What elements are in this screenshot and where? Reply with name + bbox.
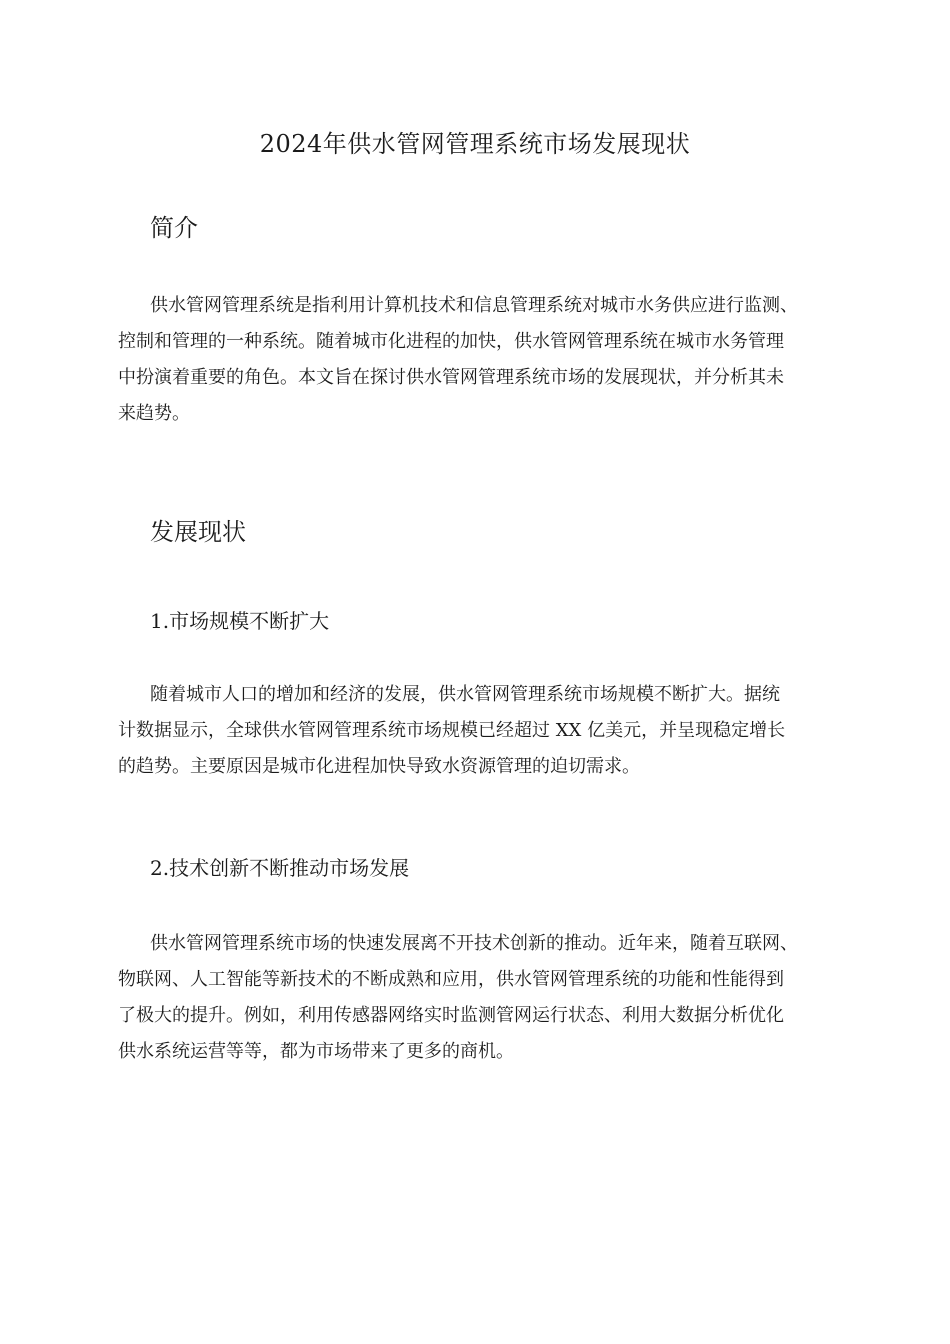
document-title: 2024年供水管网管理系统市场发展现状 xyxy=(259,130,691,158)
intro-paragraph xyxy=(118,288,798,432)
paragraph-line: 供水系统运营等等，都为市场带来了更多的商机。 xyxy=(118,1041,514,1062)
paragraph-line: 来趋势。 xyxy=(118,403,190,424)
tech-innovation-paragraph xyxy=(118,926,798,1070)
paragraph-line: 的趋势。主要原因是城市化进程加快导致水资源管理的迫切需求。 xyxy=(118,756,640,777)
paragraph-line: 计数据显示，全球供水管网管理系统市场规模已经超过 XX 亿美元，并呈现稳定增长 xyxy=(118,720,786,741)
subsection-heading-market-size: 1.市场规模不断扩大 xyxy=(150,609,330,633)
section-heading-intro: 简介 xyxy=(150,214,198,242)
paragraph-line: 中扮演着重要的角色。本文旨在探讨供水管网管理系统市场的发展现状，并分析其未 xyxy=(118,367,784,388)
paragraph-line: 供水管网管理系统市场的快速发展离不开技术创新的推动。近年来，随着互联网、 xyxy=(150,933,798,954)
paragraph-line: 供水管网管理系统是指利用计算机技术和信息管理系统对城市水务供应进行监测、 xyxy=(150,295,798,316)
market-size-paragraph xyxy=(118,677,785,785)
paragraph-line: 控制和管理的一种系统。随着城市化进程的加快，供水管网管理系统在城市水务管理 xyxy=(118,331,784,352)
paragraph-line: 了极大的提升。例如，利用传感器网络实时监测管网运行状态、利用大数据分析优化 xyxy=(118,1005,784,1026)
paragraph-line: 物联网、人工智能等新技术的不断成熟和应用，供水管网管理系统的功能和性能得到 xyxy=(118,969,784,990)
subsection-heading-tech-innovation: 2.技术创新不断推动市场发展 xyxy=(150,856,410,880)
paragraph-line: 随着城市人口的增加和经济的发展，供水管网管理系统市场规模不断扩大。据统 xyxy=(150,684,780,705)
section-heading-status: 发展现状 xyxy=(150,518,246,546)
